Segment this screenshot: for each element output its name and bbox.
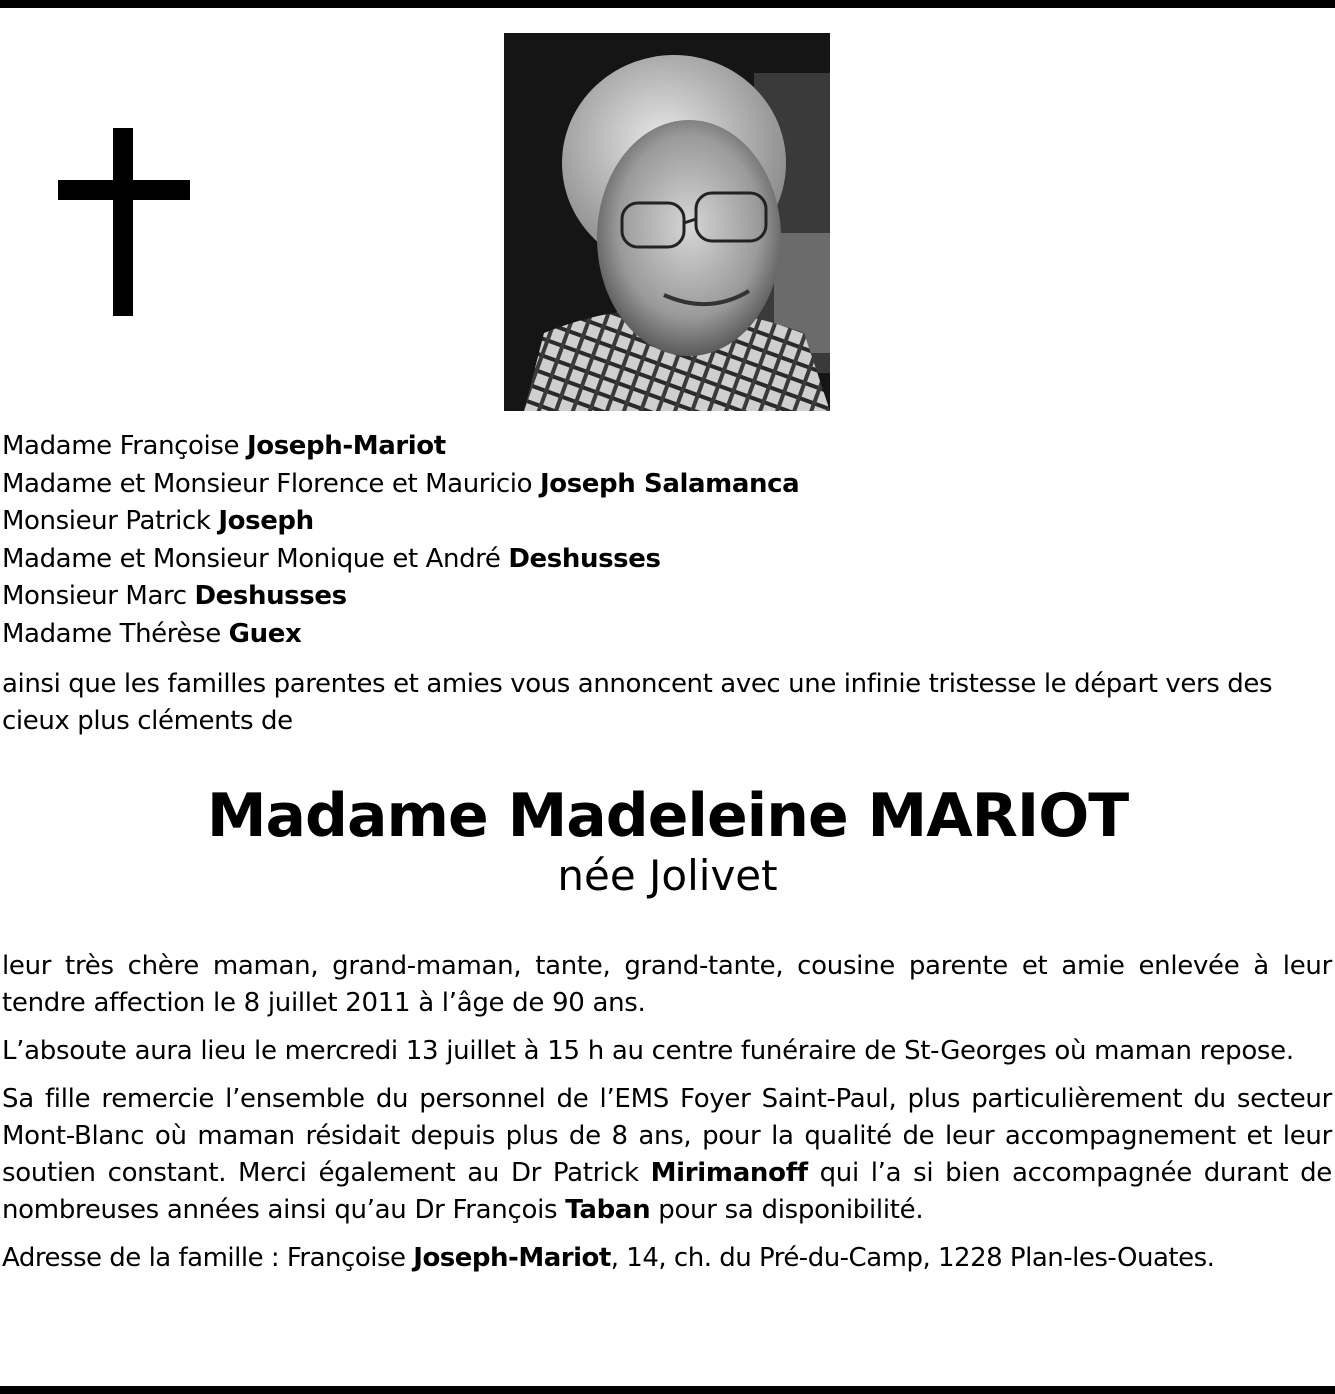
family-member: Madame Thérèse Guex xyxy=(2,618,302,649)
paragraph-ceremony: L’absoute aura lieu le mercredi 13 juillet à 15 h au centre funéraire de St-Georges où maman repose. xyxy=(2,1036,1294,1066)
obituary-body xyxy=(2,948,1332,1288)
family-member: Monsieur Patrick Joseph xyxy=(2,506,314,536)
deceased-block xyxy=(0,780,1335,902)
top-rule xyxy=(0,0,1335,8)
bottom-rule xyxy=(0,1386,1335,1394)
portrait-photo xyxy=(504,33,830,411)
paragraph-death: leur très chère maman, grand-maman, tante, grand-tante, cousine parente et amie enlevée à leur tendre affection le 8 juillet 2011 à l’âge de 90 ans. xyxy=(2,951,1332,1018)
maiden-name: née Jolivet xyxy=(557,851,778,900)
family-member: Monsieur Marc Deshusses xyxy=(2,581,347,611)
deceased-name: Madame Madeleine MARIOT xyxy=(206,781,1129,851)
family-list xyxy=(2,428,1332,653)
cross-icon xyxy=(58,128,190,316)
family-address: Adresse de la famille : Françoise Joseph-Mariot, 14, ch. du Pré-du-Camp, 1228 Plan-les-Ouates. xyxy=(2,1243,1215,1273)
paragraph-thanks: Sa fille remercie l’ensemble du personnel de l’EMS Foyer Saint-Paul, plus particulièrement du secteur Mont-Blanc où maman résidait depuis plus de 8 ans, pour la qualité de leur accompagnement et leur soutien constant. Merci également au Dr Patrick Mirimanoff qui l’a si bien accompagnée durant de nombreuses années ainsi qu’au Dr François Taban pour sa disponibilité. xyxy=(2,1084,1332,1225)
family-member: Madame et Monsieur Florence et Mauricio Joseph Salamanca xyxy=(2,468,800,499)
announcement-intro: ainsi que les familles parentes et amies vous annoncent avec une infinie tristesse le départ vers des cieux plus cléments de xyxy=(2,669,1273,736)
family-member: Madame et Monsieur Monique et André Deshusses xyxy=(2,543,661,574)
family-member: Madame Françoise Joseph-Mariot xyxy=(2,431,446,461)
